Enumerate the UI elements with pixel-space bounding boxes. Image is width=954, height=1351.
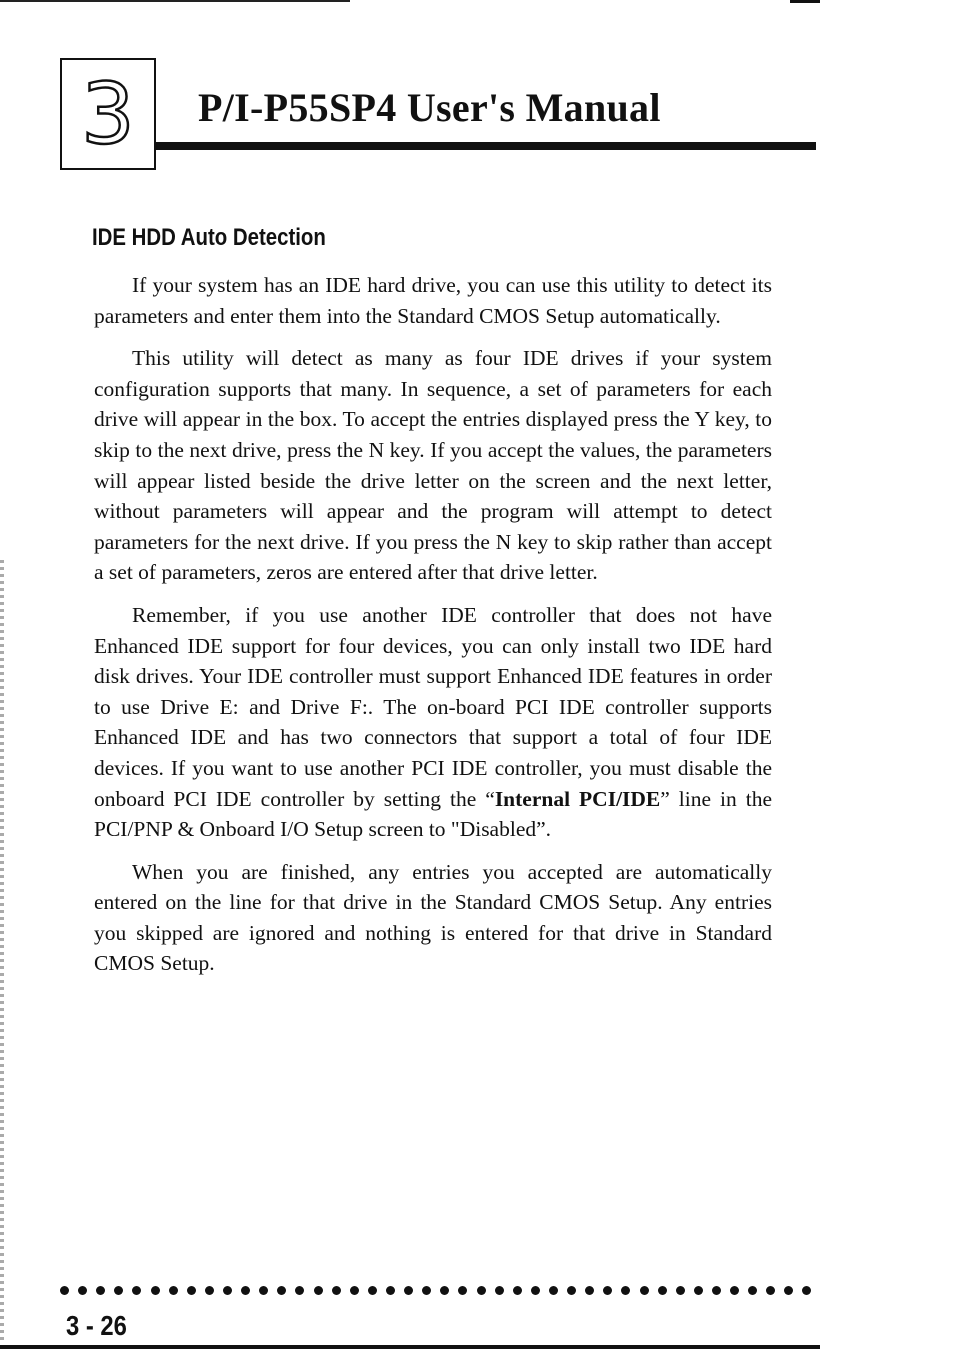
dot-divider <box>60 1276 812 1304</box>
divider-dot <box>802 1286 811 1295</box>
divider-dot <box>350 1286 359 1295</box>
divider-dot <box>205 1286 214 1295</box>
divider-dot <box>440 1286 449 1295</box>
divider-dot <box>277 1286 286 1295</box>
divider-dot <box>531 1286 540 1295</box>
divider-dot <box>621 1286 630 1295</box>
paragraph-controller-text-before: Remember, if you use another IDE controller that does not have Enhanced IDE support for four devices, you can only install two IDE hard disk drives. Your IDE controller must support Enhanced IDE features in order to use Drive E: and Drive F:. The on-board PCI IDE controller supports Enhanced IDE and has two connectors that support a total of four IDE devices. If you want to use another PCI IDE controller, you must disable the onboard PCI IDE controller by setting the “ <box>94 602 772 811</box>
divider-dot <box>114 1286 123 1295</box>
divider-dot <box>295 1286 304 1295</box>
divider-dot <box>241 1286 250 1295</box>
section-heading: IDE HDD Auto Detection <box>92 224 326 251</box>
corner-mark <box>790 0 820 3</box>
divider-dot <box>132 1286 141 1295</box>
chapter-number-box <box>60 58 156 170</box>
divider-dot <box>730 1286 739 1295</box>
divider-dot <box>78 1286 87 1295</box>
divider-dot <box>368 1286 377 1295</box>
divider-dot <box>151 1286 160 1295</box>
divider-dot <box>549 1286 558 1295</box>
header-rule <box>156 142 816 150</box>
divider-dot <box>60 1286 69 1295</box>
divider-dot <box>477 1286 486 1295</box>
divider-dot <box>567 1286 576 1295</box>
divider-dot <box>784 1286 793 1295</box>
divider-dot <box>386 1286 395 1295</box>
divider-dot <box>169 1286 178 1295</box>
paragraph-detection: This utility will detect as many as four IDE drives if your system configuration supports that many. In sequence, a set of parameters for each drive will appear in the box. To accept the entries displayed press the Y key, to skip to the next drive, press the N key. If you accept the values, the parameters will appear listed beside the drive letter on the screen and the next letter, without parameters will appear and the program will attempt to detect parameters for the next drive. If you press the N key to skip rather than accept a set of parameters, zeros are entered after that drive letter. <box>94 346 772 585</box>
divider-dot <box>404 1286 413 1295</box>
divider-dot <box>422 1286 431 1295</box>
divider-dot <box>676 1286 685 1295</box>
divider-dot <box>513 1286 522 1295</box>
paragraph-controller <box>94 600 772 845</box>
divider-dot <box>458 1286 467 1295</box>
paragraph-intro: If your system has an IDE hard drive, you can use this utility to detect its parameters and enter them into the Standard CMOS Setup automatically. <box>94 273 772 328</box>
divider-dot <box>694 1286 703 1295</box>
divider-dot <box>314 1286 323 1295</box>
divider-dot <box>187 1286 196 1295</box>
paragraph-finish: When you are finished, any entries you accepted are automatically entered on the line for that drive in the Standard CMOS Setup. Any entries you skipped are ignored and nothing is entered for that drive in Standard CMOS Setup. <box>94 859 772 976</box>
divider-dot <box>495 1286 504 1295</box>
internal-pci-ide-emphasis: Internal PCI/IDE <box>494 786 661 811</box>
top-edge-rule <box>0 0 350 2</box>
divider-dot <box>658 1286 667 1295</box>
divider-dot <box>585 1286 594 1295</box>
page-number: 3 - 26 <box>66 1310 127 1341</box>
divider-dot <box>223 1286 232 1295</box>
body-text <box>94 270 772 991</box>
divider-dot <box>332 1286 341 1295</box>
bottom-rule <box>0 1345 820 1349</box>
divider-dot <box>712 1286 721 1295</box>
chapter-number: 3 <box>81 65 135 163</box>
divider-dot <box>603 1286 612 1295</box>
scan-edge-artifact <box>0 560 4 1340</box>
divider-dot <box>640 1286 649 1295</box>
divider-dot <box>766 1286 775 1295</box>
paragraph-controller-text-after: ” line in the PCI/PNP & Onboard I/O Setup screen to "Disabled”. <box>94 786 772 842</box>
manual-title: P/I-P55SP4 User's Manual <box>198 85 661 130</box>
divider-dot <box>259 1286 268 1295</box>
divider-dot <box>96 1286 105 1295</box>
divider-dot <box>748 1286 757 1295</box>
